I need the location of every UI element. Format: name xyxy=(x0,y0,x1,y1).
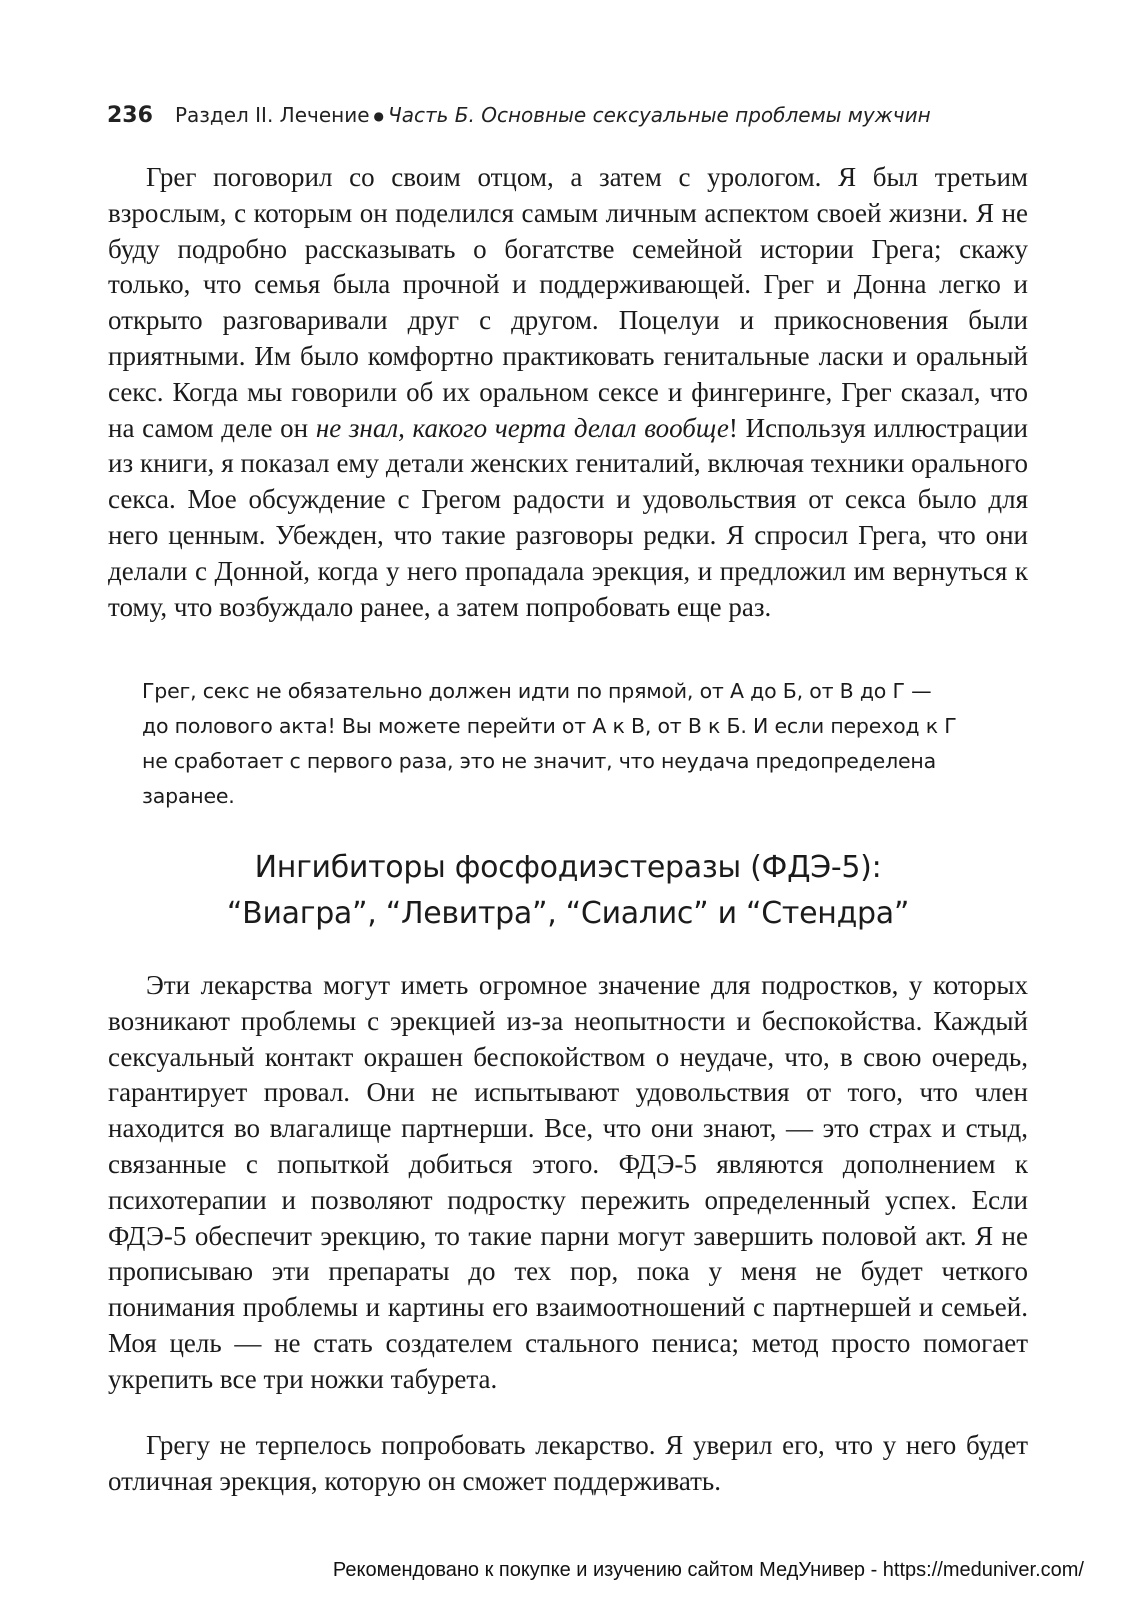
paragraph-3-text: Грегу не терпелось попробовать лекарство. Я уверил его, что у него будет отличная эрекция, которую он сможет поддерживать. xyxy=(108,1430,1028,1496)
section-heading xyxy=(108,845,1028,937)
paragraph-1-start: Грег поговорил со своим отцом, а затем с урологом. Я был третьим взрослым, с которым он поделился самым личным аспектом своей жизни. Я не буду подробно рассказывать о богатстве семейной истории Грега; скажу только, что семья была прочной и поддерживающей. Грег и Донна легко и открыто разговаривали друг с другом. Поцелуи и прикосновения были приятными. Им было комфортно практиковать генитальные ласки и оральный секс. Когда мы говорили об их оральном сексе и фингеринге, Грег сказал, что на самом деле он xyxy=(108,162,1028,443)
paragraph-1 xyxy=(108,160,1028,625)
paragraph-2 xyxy=(108,968,1028,1398)
paragraph-1-end: ! Используя иллюстрации из книги, я показал ему детали женских гениталий, включая техники орального секса. Мое обсуждение с Грегом радости и удовольствия от секса было для него ценным. Убежден, что такие разговоры редки. Я спросил Грега, что они делали с Донной, когда у него пропадала эрекция, и предложил им вернуться к тому, что возбуждало ранее, а затем попробовать еще раз. xyxy=(108,412,1028,622)
paragraph-1-italic: не знал, какого черта делал вообще xyxy=(315,412,729,443)
quote-line-3: не сработает с первого раза, это не значит, что неудача предопределена xyxy=(142,749,936,773)
section-title: Раздел II. Лечение xyxy=(174,103,370,127)
paragraph-3 xyxy=(108,1428,1028,1500)
page-number: 236 xyxy=(107,103,153,128)
paragraph-1-text xyxy=(108,160,1028,625)
bullet-separator-icon: ● xyxy=(373,109,385,123)
running-header xyxy=(107,99,1027,132)
quote-line-2: до полового акта! Вы можете перейти от А к В, от В к Б. И если переход к Г xyxy=(142,714,957,738)
footer-link[interactable]: Рекомендовано к покупке и изучению сайтом МедУнивер - https://meduniver.com/ xyxy=(332,1559,1084,1581)
section-heading-line-2: “Виагра”, “Левитра”, “Сиалис” и “Стендра” xyxy=(226,896,910,931)
highlighted-quote xyxy=(142,674,1022,814)
quote-line-4: заранее. xyxy=(142,784,235,808)
paragraph-2-text: Эти лекарства могут иметь огромное значение для подростков, у которых возникают проблемы с эрекцией из-за неопытности и беспокойства. Каждый сексуальный контакт окрашен беспокойством о неудаче, что, в свою очередь, гарантирует провал. Они не испытывают удовольствия от того, что член находится во влагалище партнерши. Все, что они знают, — это страх и стыд, связанные с попыткой добиться этого. ФДЭ-5 являются дополнением к психотерапии и позволяют подростку пережить определенный успех. Если ФДЭ-5 обеспечит эрекцию, то такие парни могут завершить половой акт. Я не прописываю эти препараты до тех пор, пока у меня не будет четкого понимания проблемы и картины его взаимоотношений с партнершей и семьей. Моя цель — не стать создателем стального пениса; метод просто помогает укрепить все три ножки табурета. xyxy=(108,970,1028,1394)
section-heading-line-1: Ингибиторы фосфодиэстеразы (ФДЭ-5): xyxy=(254,850,882,885)
quote-line-1: Грег, секс не обязательно должен идти по прямой, от А до Б, от В до Г — xyxy=(142,679,932,703)
part-title: Часть Б. Основные сексуальные проблемы мужчин xyxy=(388,103,931,127)
